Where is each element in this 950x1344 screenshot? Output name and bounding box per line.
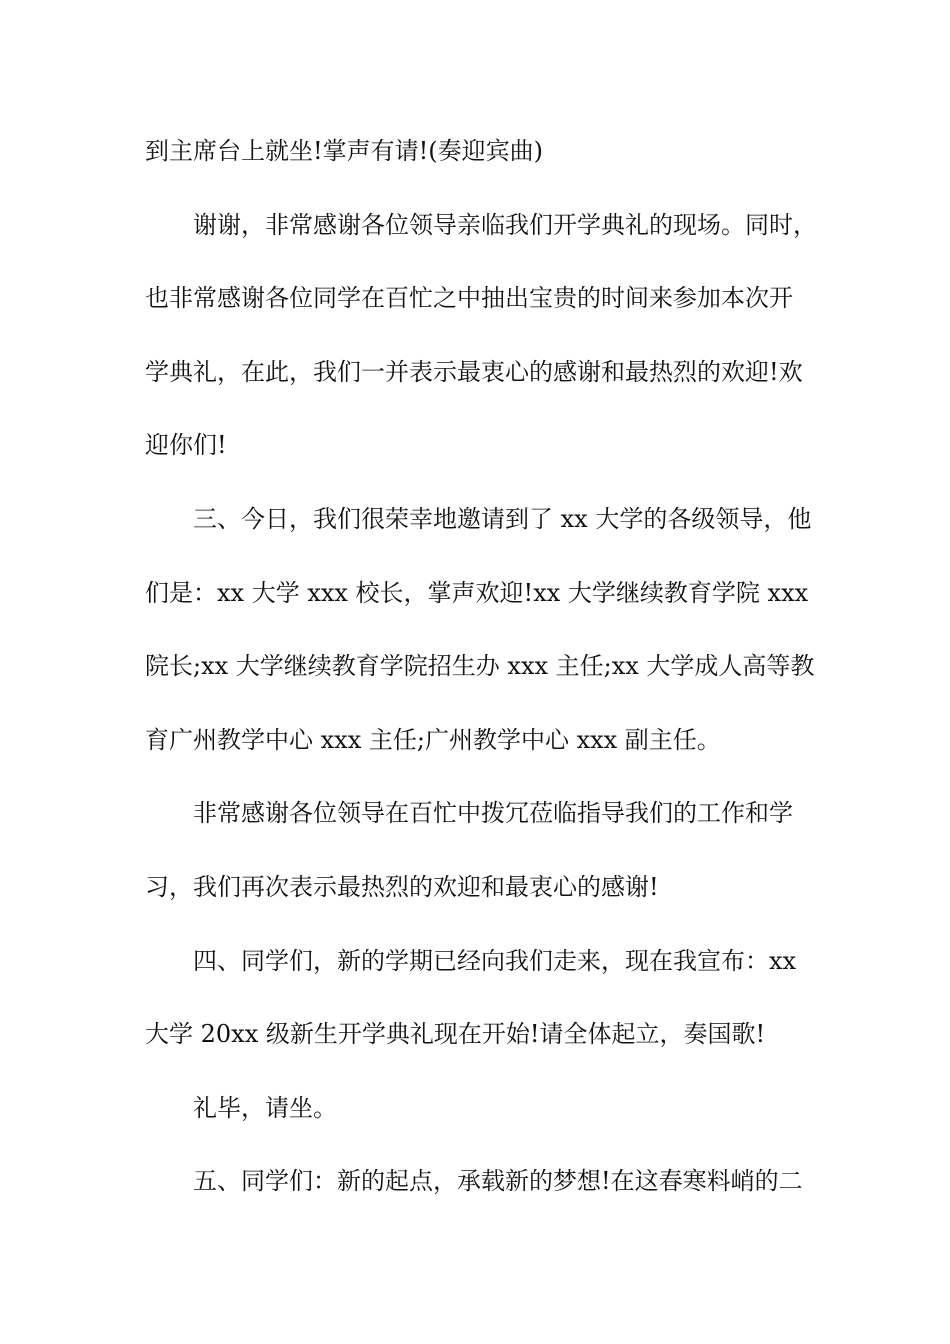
text-line-9: 育广州教学中心 xxx 主任;广州教学中心 xxx 副主任。 bbox=[145, 725, 721, 754]
text-line-4: 学典礼，在此，我们一并表示最衷心的感谢和最热烈的欢迎!欢 bbox=[145, 357, 803, 386]
text-line-1: 到主席台上就坐!掌声有请!(奏迎宾曲) bbox=[145, 137, 544, 165]
text-line-2: 谢谢，非常感谢各位领导亲临我们开学典礼的现场。同时， bbox=[193, 210, 817, 239]
document-body bbox=[145, 128, 817, 1232]
text-line-11: 习，我们再次表示最热烈的欢迎和最衷心的感谢! bbox=[145, 872, 659, 901]
text-line-3: 也非常感谢各位同学在百忙之中抽出宝贵的时间来参加本次开 bbox=[145, 284, 793, 313]
text-line-13: 大学 20xx 级新生开学典礼现在开始!请全体起立，奏国歌! bbox=[145, 1020, 766, 1049]
text-line-7: 们是：xx 大学 xxx 校长，掌声欢迎!xx 大学继续教育学院 xxx bbox=[145, 578, 809, 607]
text-line-8: 院长;xx 大学继续教育学院招生办 xxx 主任;xx 大学成人高等教 bbox=[145, 652, 815, 681]
text-line-5: 迎你们! bbox=[145, 431, 227, 460]
text-line-12: 四、同学们，新的学期已经向我们走来，现在我宣布：xx bbox=[193, 946, 797, 975]
text-line-6: 三、今日，我们很荣幸地邀请到了 xx 大学的各级领导，他 bbox=[193, 504, 812, 533]
text-line-14: 礼毕，请坐。 bbox=[193, 1093, 337, 1122]
text-line-10: 非常感谢各位领导在百忙中拨冗莅临指导我们的工作和学 bbox=[193, 799, 793, 828]
text-line-15: 五、同学们：新的起点，承载新的梦想!在这春寒料峭的二 bbox=[193, 1167, 803, 1196]
